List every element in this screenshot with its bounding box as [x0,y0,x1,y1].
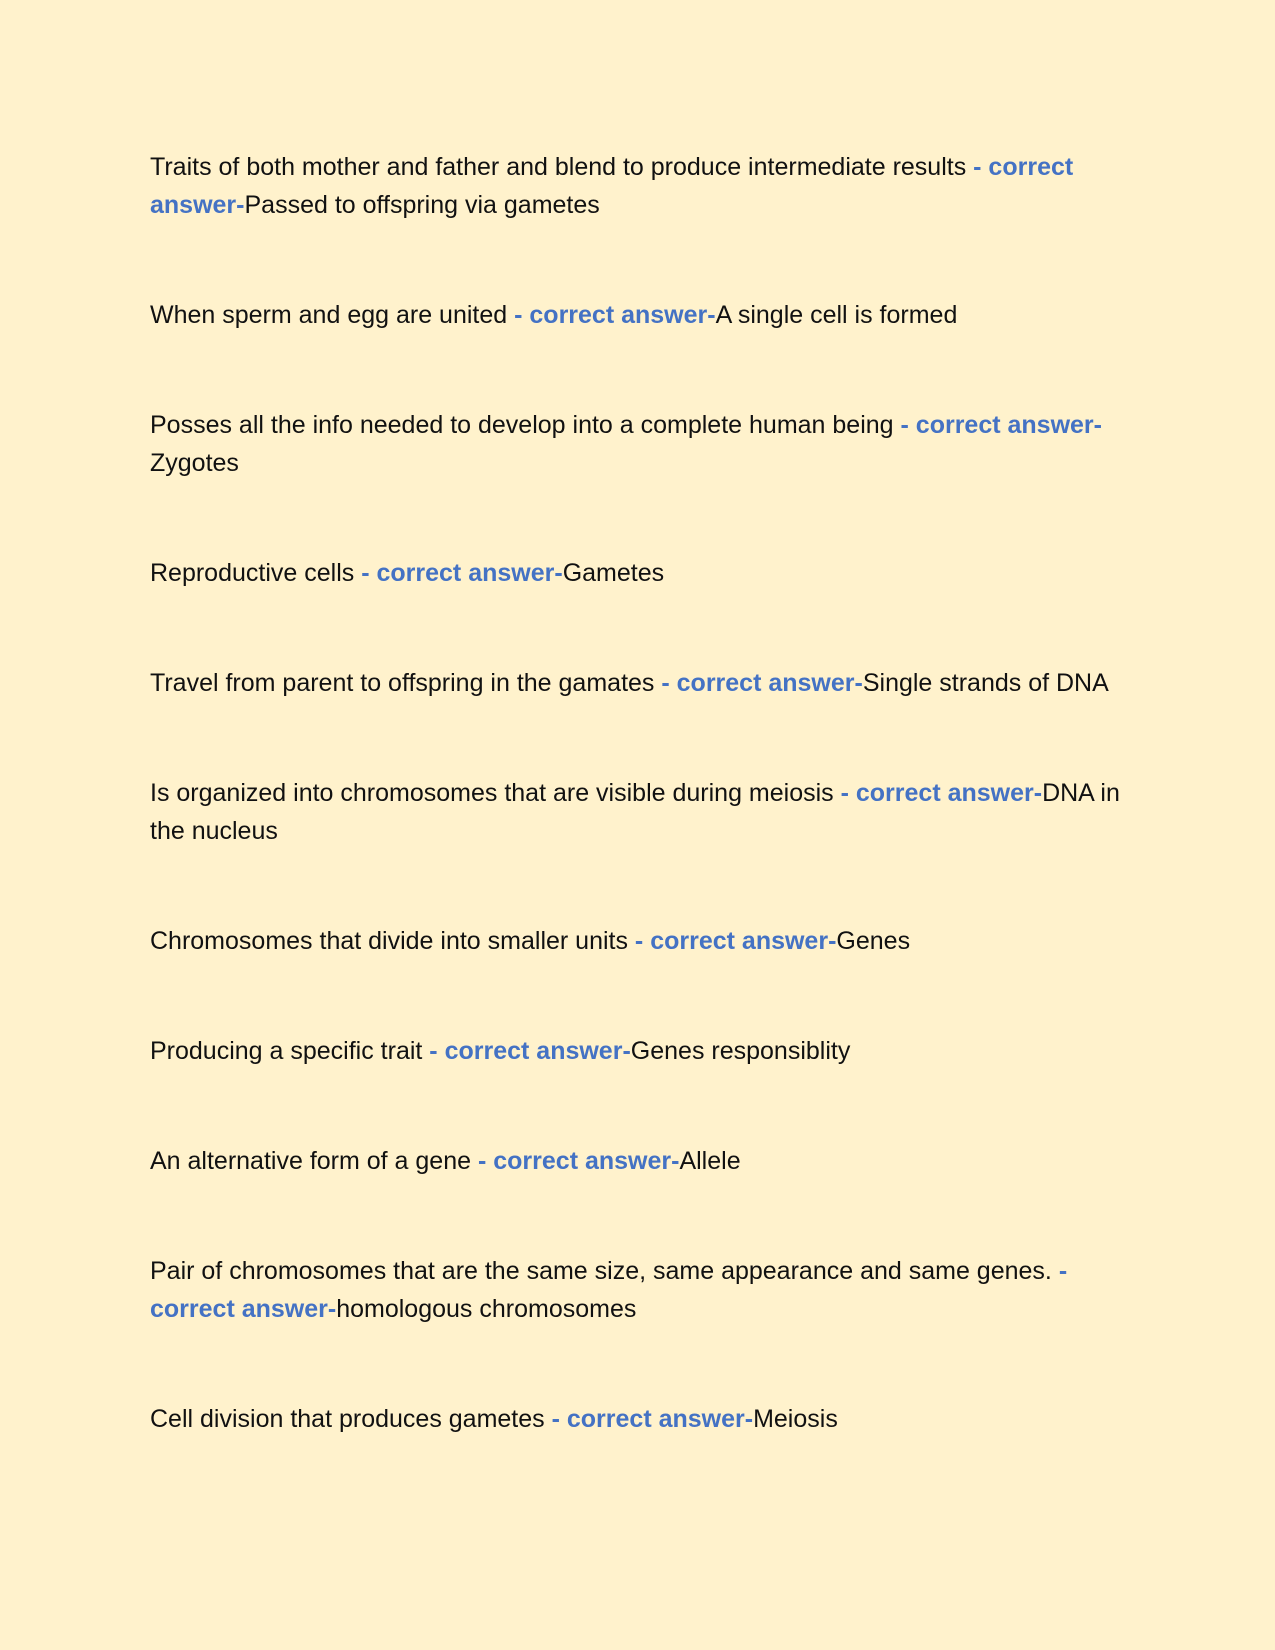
correct-answer-separator: - correct answer- [354,559,563,587]
answer-text: Zygotes [150,449,239,477]
answer-text: Passed to offspring via gametes [244,191,600,219]
question-text: Posses all the info needed to develop into a complete human being [150,411,894,439]
correct-answer-separator: - correct answer- [544,1405,754,1433]
qa-item [150,1142,1125,1180]
question-text: Traits of both mother and father and blend to produce intermediate results [150,153,967,181]
question-text: Producing a specific trait [150,1037,423,1065]
answer-text: DNA in the nucleus [150,779,1120,845]
answer-text: Gametes [562,559,665,587]
qa-item [150,1252,1125,1328]
correct-answer-separator: - correct answer- [422,1037,631,1065]
answer-text: homologous chromosomes [336,1295,637,1323]
correct-answer-separator: - correct answer- [150,153,1074,219]
correct-answer-separator: - correct answer- [150,1257,1068,1323]
question-text: Pair of chromosomes that are the same size, same appearance and same genes. [150,1257,1052,1285]
qa-item [150,1032,1125,1070]
correct-answer-separator: - correct answer- [507,301,716,329]
question-text: Is organized into chromosomes that are visible during meiosis [150,779,834,807]
qa-item [150,406,1125,482]
qa-item [150,664,1125,702]
question-text: Travel from parent to offspring in the gamates [150,669,655,697]
answer-text: Allele [679,1147,741,1175]
answer-text: Genes [836,927,911,955]
question-text: Cell division that produces gametes [150,1405,545,1433]
question-text: When sperm and egg are united [150,301,508,329]
answer-text: Genes responsiblity [630,1037,851,1065]
qa-item [150,922,1125,960]
correct-answer-separator: - correct answer- [627,927,837,955]
correct-answer-separator: - correct answer- [893,411,1102,439]
qa-item [150,774,1125,850]
qa-item [150,148,1125,224]
qa-list [150,148,1125,1510]
answer-text: A single cell is formed [715,301,958,329]
question-text: Chromosomes that divide into smaller units [150,927,628,955]
qa-item [150,554,1125,592]
qa-item [150,296,1125,334]
question-text: An alternative form of a gene [150,1147,472,1175]
answer-text: Meiosis [753,1405,838,1433]
correct-answer-separator: - correct answer- [833,779,1043,807]
correct-answer-separator: - correct answer- [471,1147,680,1175]
answer-text: Single strands of DNA [862,669,1109,697]
correct-answer-separator: - correct answer- [654,669,863,697]
question-text: Reproductive cells [150,559,355,587]
qa-item [150,1400,1125,1438]
